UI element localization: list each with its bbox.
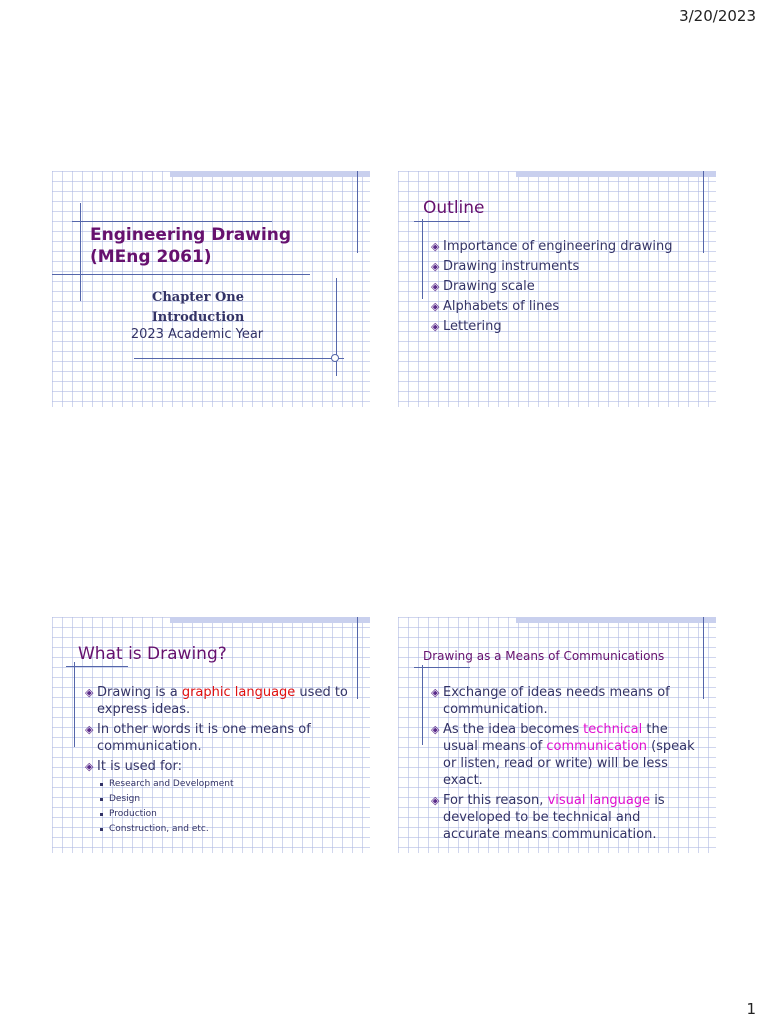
outline-list: [431, 238, 701, 338]
list-item-text: Lettering: [443, 319, 502, 334]
text: is developed to be technical and accurate means communication.: [443, 793, 665, 842]
list-item: [431, 238, 701, 255]
sub-list-item: Production: [97, 807, 355, 822]
slide-3-what-is-drawing: [52, 617, 370, 853]
list-item: [431, 298, 701, 315]
list-item: [85, 721, 355, 755]
bullet-list: [85, 684, 355, 840]
slide-title: Outline: [423, 198, 485, 218]
diamond-bullet-icon: ◈: [85, 686, 94, 699]
deco-line: [74, 662, 75, 747]
list-item: [431, 684, 701, 718]
text: used to express ideas.: [97, 685, 348, 717]
title-line-2: (MEng 2061): [90, 247, 212, 267]
deco-line: [134, 358, 344, 359]
diamond-bullet-icon: ◈: [431, 300, 440, 313]
diamond-bullet-icon: ◈: [431, 794, 440, 807]
diamond-bullet-icon: ◈: [431, 260, 440, 273]
text: As the idea becomes: [443, 722, 584, 737]
slide-title: [90, 224, 330, 268]
diamond-bullet-icon: ◈: [431, 320, 440, 333]
highlight-text: technical: [583, 722, 643, 737]
list-item-text: Alphabets of lines: [443, 299, 560, 314]
list-item-text: Drawing scale: [443, 279, 535, 294]
list-item-text: Importance of engineering drawing: [443, 239, 673, 254]
deco-line: [703, 171, 704, 253]
deco-line: [357, 617, 358, 699]
list-item-text: Drawing instruments: [443, 259, 580, 274]
slide-title: What is Drawing?: [78, 644, 227, 664]
diamond-bullet-icon: ◈: [431, 280, 440, 293]
deco-line: [703, 617, 704, 699]
slide-title: Drawing as a Means of Communications: [423, 649, 665, 663]
list-item: [431, 278, 701, 295]
slide-top-bar: [516, 617, 716, 623]
text: It is used for:: [97, 759, 183, 774]
chapter-block: [128, 288, 268, 328]
diamond-bullet-icon: ◈: [431, 686, 440, 699]
deco-line: [357, 171, 358, 253]
list-item: [85, 684, 355, 718]
list-item: [431, 721, 701, 789]
text: Drawing is a: [97, 685, 182, 700]
diamond-bullet-icon: ◈: [85, 760, 94, 773]
deco-line: [422, 665, 423, 745]
text: In other words it is one means of communication.: [97, 722, 311, 754]
list-item: [431, 258, 701, 275]
deco-line: [422, 219, 423, 299]
text: Exchange of ideas needs means of communication.: [443, 685, 670, 717]
deco-node: [331, 354, 339, 362]
highlight-text: visual language: [547, 793, 651, 808]
sub-list: [97, 777, 355, 837]
chapter-subtitle: Introduction: [151, 310, 245, 325]
chapter-label: Chapter One: [151, 290, 244, 305]
deco-line: [66, 666, 128, 667]
text: For this reason,: [443, 793, 548, 808]
sub-list-item: Design: [97, 792, 355, 807]
page-number: 1: [746, 1000, 756, 1018]
deco-line: [80, 203, 81, 301]
slide-top-bar: [170, 171, 370, 177]
sub-list-item: Research and Development: [97, 777, 355, 792]
title-line-1: Engineering Drawing: [90, 225, 292, 245]
deco-line: [72, 221, 272, 222]
text: the usual means of: [443, 722, 668, 754]
list-item: [85, 758, 355, 837]
list-item: [431, 792, 701, 843]
slide-4-communications: [398, 617, 716, 853]
slide-1-title: [52, 171, 370, 407]
diamond-bullet-icon: ◈: [431, 240, 440, 253]
deco-line: [414, 221, 470, 222]
print-date: 3/20/2023: [679, 7, 756, 25]
slide-top-bar: [516, 171, 716, 177]
text: (speak or listen, read or write) will be less exact.: [443, 739, 695, 788]
bullet-list: [431, 684, 701, 846]
academic-year: 2023 Academic Year: [130, 327, 264, 342]
highlight-text: graphic language: [181, 685, 296, 700]
sub-list-item: Construction, and etc.: [97, 822, 355, 837]
slide-2-outline: [398, 171, 716, 407]
highlight-text: communication: [546, 739, 647, 754]
deco-line: [414, 667, 470, 668]
list-item: [431, 318, 701, 335]
slide-top-bar: [170, 617, 370, 623]
diamond-bullet-icon: ◈: [431, 723, 440, 736]
deco-line: [52, 274, 310, 275]
diamond-bullet-icon: ◈: [85, 723, 94, 736]
